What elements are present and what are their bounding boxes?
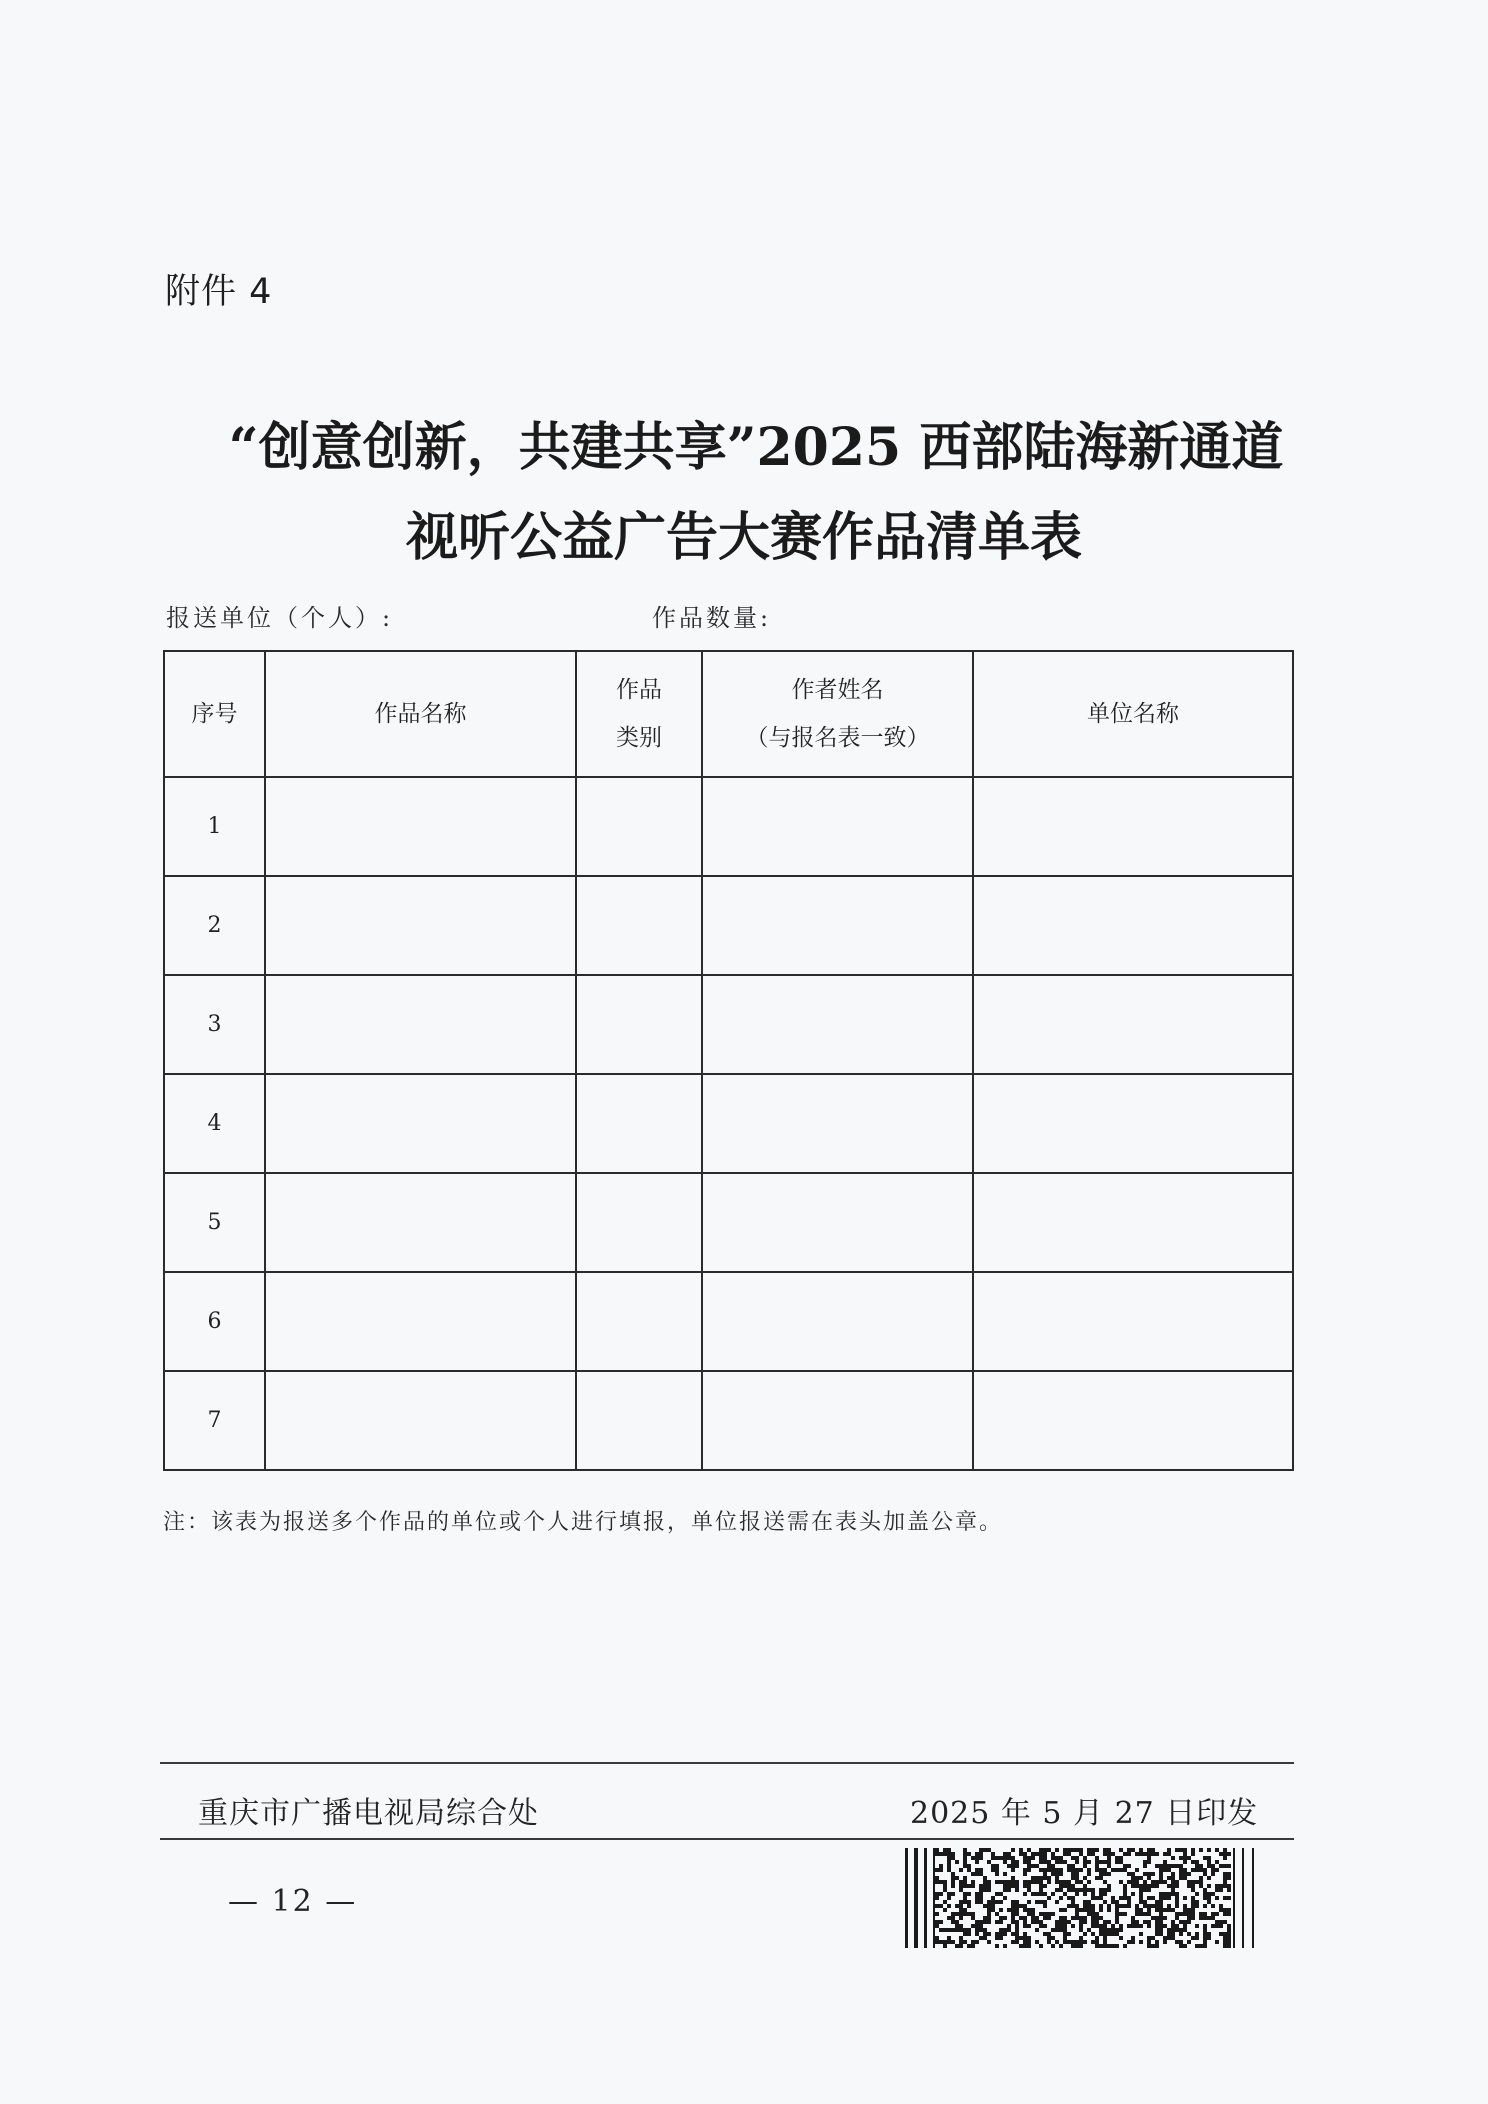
header-unit-name: 单位名称 [973,651,1293,777]
category-cell[interactable] [576,1272,702,1371]
table-row [164,777,1293,876]
work-name-cell[interactable] [265,1074,576,1173]
header-category [576,651,702,777]
category-cell[interactable] [576,1074,702,1173]
table-row [164,1173,1293,1272]
header-author [702,651,973,777]
author-cell[interactable] [702,1371,973,1470]
table-note: 注：该表为报送多个作品的单位或个人进行填报，单位报送需在表头加盖公章。 [163,1510,1004,1535]
table-row [164,975,1293,1074]
category-cell[interactable] [576,1371,702,1470]
table-row [164,1371,1293,1470]
document-barcode-icon [905,1848,1260,1948]
work-name-cell[interactable] [265,1371,576,1470]
header-category-line1: 作品 [616,677,662,703]
header-author-line2: （与报名表一致） [745,725,930,751]
row-index: 2 [164,876,265,975]
header-work-name: 作品名称 [265,651,576,777]
table-header-row [164,651,1293,777]
unit-name-cell[interactable] [973,975,1293,1074]
row-index: 7 [164,1371,265,1470]
category-cell[interactable] [576,777,702,876]
row-index: 5 [164,1173,265,1272]
author-cell[interactable] [702,1173,973,1272]
unit-name-cell[interactable] [973,777,1293,876]
unit-name-cell[interactable] [973,876,1293,975]
unit-name-cell[interactable] [973,1272,1293,1371]
attachment-label: 附件 4 [165,272,273,312]
table-row [164,1272,1293,1371]
category-cell[interactable] [576,876,702,975]
work-name-cell[interactable] [265,1272,576,1371]
author-cell[interactable] [702,777,973,876]
header-category-line2: 类别 [616,725,662,751]
page-number: — 12 — [228,1884,358,1919]
author-cell[interactable] [702,876,973,975]
document-title-line1: “创意创新，共建共享”2025 西部陆海新通道 [228,417,1284,478]
row-index: 4 [164,1074,265,1173]
row-index: 6 [164,1272,265,1371]
table-row [164,1074,1293,1173]
document-title-line2: 视听公益广告大赛作品清单表 [405,507,1082,568]
category-cell[interactable] [576,1173,702,1272]
work-name-cell[interactable] [265,1173,576,1272]
header-index: 序号 [164,651,265,777]
entry-list-table [163,650,1294,1471]
unit-name-cell[interactable] [973,1371,1293,1470]
work-name-cell[interactable] [265,777,576,876]
table-row [164,876,1293,975]
footer-bottom-rule [160,1838,1294,1840]
footer-issue-date: 2025 年 5 月 27 日印发 [910,1796,1259,1831]
author-cell[interactable] [702,975,973,1074]
work-name-cell[interactable] [265,876,576,975]
category-cell[interactable] [576,975,702,1074]
author-cell[interactable] [702,1074,973,1173]
footer-issuer: 重庆市广播电视局综合处 [198,1796,539,1831]
quantity-label: 作品数量: [652,604,772,632]
submitter-label: 报送单位（个人）: [166,604,394,632]
unit-name-cell[interactable] [973,1173,1293,1272]
author-cell[interactable] [702,1272,973,1371]
unit-name-cell[interactable] [973,1074,1293,1173]
row-index: 1 [164,777,265,876]
footer-top-rule [160,1762,1294,1764]
row-index: 3 [164,975,265,1074]
header-author-line1: 作者姓名 [791,677,884,703]
work-name-cell[interactable] [265,975,576,1074]
